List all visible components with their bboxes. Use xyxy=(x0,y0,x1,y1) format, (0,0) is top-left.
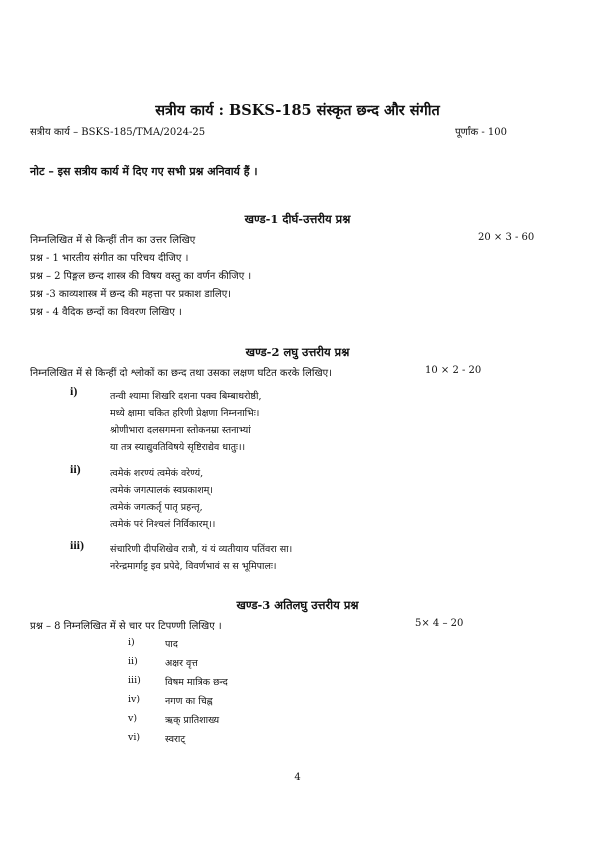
verse-3-number: iii) xyxy=(70,538,84,552)
section-1-marks: 20 × 3 - 60 xyxy=(478,232,535,243)
section-2-heading: खण्ड-2 लघु उत्तरीय प्रश्न xyxy=(245,345,350,359)
note: नोट – इस सत्रीय कार्य में दिए गए सभी प्रश्न अनिवार्य हैं । xyxy=(30,165,258,178)
section-1-instruction: निम्नलिखित में से किन्हीं तीन का उत्तर लिखिए xyxy=(30,235,196,246)
verse-3-line-2: नरेन्द्रमार्गाट्ट इव प्रपेदे, विवर्णभावं स स भूमिपालः। xyxy=(110,561,277,572)
question-3: प्रश्न -3 काव्यशास्त्र में छन्द की महत्ता पर प्रकाश डालिए। xyxy=(30,289,232,300)
page-number: 4 xyxy=(294,772,301,783)
item-1-number: i) xyxy=(128,637,135,648)
total-marks: पूर्णांक - 100 xyxy=(455,127,508,138)
verse-2-number: ii) xyxy=(70,462,81,476)
verse-2-line-4: त्वमेकं परं निश्चलं निर्विकारम्।। xyxy=(110,519,216,530)
item-5-text: ऋक् प्रातिशाख्य xyxy=(165,715,220,726)
question-2: प्रश्न – 2 पिङ्गल छन्द शास्त्र की विषय वस्तु का वर्णन कीजिए । xyxy=(30,271,252,282)
section-2-instruction: निम्नलिखित में से किन्हीं दो श्लोकों का छन्द तथा उसका लक्षण घटित करके लिखिए। xyxy=(30,368,332,379)
item-5-number: v) xyxy=(128,713,138,724)
section-3-heading: खण्ड-3 अतिलघु उत्तरीय प्रश्न xyxy=(236,598,359,612)
item-3-number: iii) xyxy=(128,675,141,686)
section-1-heading: खण्ड-1 दीर्घ-उत्तरीय प्रश्न xyxy=(244,212,351,226)
item-6-text: स्वराट् xyxy=(165,734,186,745)
item-2-text: अक्षर वृत्त xyxy=(165,658,198,669)
item-1-text: पाद xyxy=(165,639,178,650)
page-title: सत्रीय कार्य : BSKS-185 संस्कृत छन्द और संगीत xyxy=(155,102,440,119)
question-4: प्रश्न - 4 वैदिक छन्दों का विवरण लिखिए । xyxy=(30,307,182,318)
verse-1-line-4: या तत्र स्याद्युवतिविषये सृष्टिराद्येव धातुः।। xyxy=(110,442,246,453)
item-6-number: vi) xyxy=(128,732,141,743)
question-8: प्रश्न – 8 निम्नलिखित में से चार पर टिपण्णी लिखिए । xyxy=(30,621,222,632)
verse-2-line-3: त्वमेकं जगत्कर्तृ पातृ प्रहन्तृ, xyxy=(110,502,203,513)
question-1: प्रश्न - 1 भारतीय संगीत का परिचय दीजिए । xyxy=(30,253,189,264)
assignment-code: सत्रीय कार्य – BSKS-185/TMA/2024-25 xyxy=(30,127,206,138)
verse-1-line-3: श्रोणीभारा दलसगमना स्तोकनम्रा स्तनाभ्यां xyxy=(110,425,251,436)
section-2-marks: 10 × 2 - 20 xyxy=(425,365,482,376)
verse-2-line-2: त्वमेकं जगत्पालकं स्वप्रकाशम्। xyxy=(110,485,213,496)
verse-1-line-1: तन्वी श्यामा शिखरि दशना पक्व बिम्बाधरोष्ठी, xyxy=(110,391,262,402)
item-4-number: iv) xyxy=(128,694,141,705)
verse-1-number: i) xyxy=(70,384,78,398)
item-2-number: ii) xyxy=(128,656,138,667)
item-4-text: नगण का चिह्न xyxy=(165,696,213,707)
item-3-text: विषम मात्रिक छन्द xyxy=(165,677,228,688)
verse-2-line-1: त्वमेकं शरण्यं त्वमेकं वरेण्यं, xyxy=(110,468,204,479)
verse-3-line-1: संचारिणी दीपशिखेव रात्रौ, यं यं व्यतीयाय पतिंवरा सा। xyxy=(110,544,293,555)
section-3-marks: 5× 4 – 20 xyxy=(415,618,464,629)
verse-1-line-2: मध्ये क्षामा चकित हरिणी प्रेक्षणा निम्ननाभिः। xyxy=(110,408,260,419)
